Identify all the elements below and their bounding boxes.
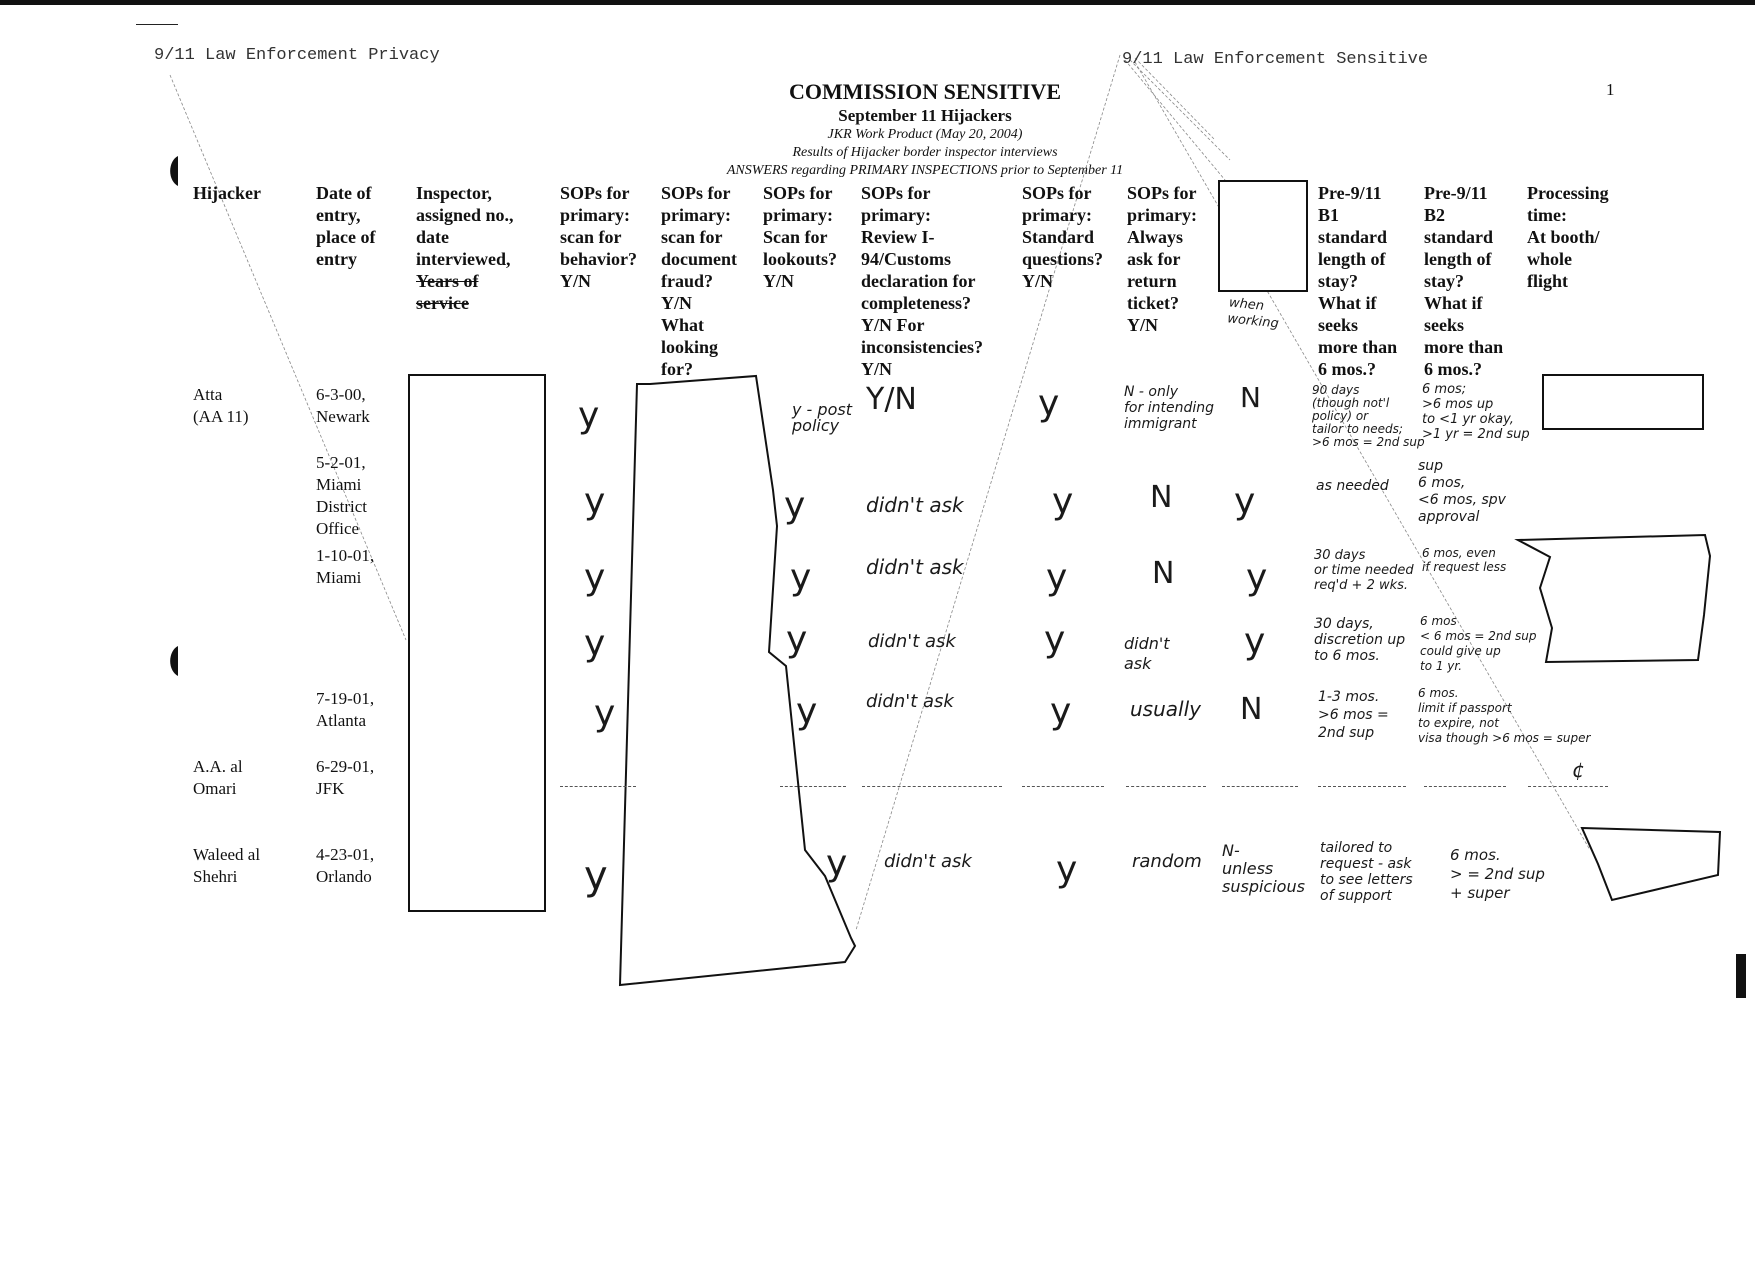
title-sub: September 11 Hijackers [838, 106, 1012, 125]
redaction-inspector-column [408, 374, 546, 912]
row-3-standard: y [1046, 557, 1068, 598]
row-5-return: usually [1130, 697, 1201, 721]
row-7-col-blank: N- unless suspicious [1222, 841, 1305, 896]
row-4-return: didn't ask [1124, 634, 1170, 673]
row-2-col-blank: y [1234, 481, 1256, 522]
row-1-col-blank: N [1240, 381, 1261, 414]
page-number: 1 [1606, 80, 1615, 99]
row-1-return: N - only for intending immigrant [1124, 384, 1214, 432]
title-work-product: JKR Work Product (May 20, 2004) [827, 127, 1023, 142]
row-6-dash-behavior [560, 786, 636, 787]
row-2-behavior: y [584, 481, 606, 522]
redaction-processing-bottom [1582, 828, 1720, 900]
row-6-dash-blank [1222, 786, 1298, 787]
row-4-b1: 30 days, discretion up to 6 mos. [1314, 616, 1406, 664]
row-4-b2: 6 mos < 6 mos = 2nd sup could give up to 1 yr. [1420, 614, 1537, 673]
redaction-processing-mid [1518, 535, 1710, 662]
row-6-dash-b2 [1424, 786, 1506, 787]
title-results: Results of Hijacker border inspector interviews [792, 145, 1058, 160]
row-6-dash-b1 [1318, 786, 1406, 787]
header-date: Date of entry, place of entry [316, 183, 376, 269]
row-7-date: 4-23-01, Orlando [316, 845, 375, 886]
row-6-hijacker: A.A. al Omari [193, 757, 243, 798]
row-3-return: N [1152, 556, 1175, 591]
header-return: SOPs for primary: Always ask for return ticket? Y/N [1127, 183, 1197, 335]
row-4-standard: y [1044, 619, 1066, 660]
row-6-mark: ¢ [1572, 758, 1585, 782]
header-b2: Pre-9/11 B2 standard length of stay? What if seeks more than 6 mos.? [1424, 183, 1504, 379]
row-6-dash-review [862, 786, 1002, 787]
header-blank-note: when working [1226, 295, 1280, 332]
header-processing: Processing time: At booth/ whole flight [1527, 183, 1609, 291]
row-6-dash-return [1126, 786, 1206, 787]
row-5-date: 7-19-01, Atlanta [316, 689, 375, 730]
row-4-behavior: y [584, 623, 606, 664]
row-3-lookouts: y [790, 557, 812, 598]
row-1-behavior: y [578, 395, 600, 436]
marking-privacy: 9/11 Law Enforcement Privacy [154, 46, 440, 65]
marking-sensitive: 9/11 Law Enforcement Sensitive [1122, 50, 1429, 69]
title-answers: ANSWERS regarding PRIMARY INSPECTIONS prior to September 11 [726, 163, 1124, 178]
row-4-col-blank: y [1244, 621, 1266, 662]
row-6-dash-processing [1528, 786, 1608, 787]
row-1-date: 6-3-00, Newark [316, 385, 370, 426]
row-7-review: didn't ask [884, 851, 972, 872]
row-3-col-blank: y [1246, 557, 1268, 598]
row-1-standard: y [1038, 383, 1060, 424]
row-7-behavior: y [584, 853, 608, 899]
row-2-standard: y [1052, 481, 1074, 522]
row-5-behavior: y [594, 693, 616, 734]
row-2-review: didn't ask [866, 493, 964, 517]
hole-punch-top [170, 156, 178, 186]
row-2-b2: sup 6 mos, <6 mos, spv approval [1418, 458, 1506, 525]
header-lookouts: SOPs for primary: Scan for lookouts? Y/N [763, 183, 838, 291]
scan-edge-mark [1736, 954, 1746, 998]
row-3-date: 1-10-01, Miami [316, 546, 375, 587]
row-4-lookouts: y [786, 619, 808, 660]
header-hijacker: Hijacker [193, 183, 261, 203]
title-main: COMMISSION SENSITIVE [788, 79, 1061, 104]
row-3-b1: 30 days or time needed req'd + 2 wks. [1314, 548, 1414, 593]
row-2-b1: as needed [1316, 478, 1389, 494]
row-6-dash-lookouts [780, 786, 846, 787]
row-5-lookouts: y [796, 691, 818, 732]
row-2-return: N [1150, 480, 1173, 515]
row-7-standard: y [1056, 849, 1078, 890]
row-1-hijacker: Atta (AA 11) [193, 385, 249, 426]
header-standard: SOPs for primary: Standard questions? Y/N [1022, 183, 1104, 291]
header-fraud: SOPs for primary: scan for document fraud? Y/N What looking for? [661, 183, 737, 379]
row-7-b2: 6 mos. > = 2nd sup + super [1450, 846, 1545, 902]
row-2-lookouts: y [784, 485, 806, 526]
row-5-b2: 6 mos. limit if passport to expire, not visa though >6 mos = super [1418, 686, 1591, 745]
redaction-header-box [1218, 180, 1308, 292]
header-behavior: SOPs for primary: scan for behavior? Y/N [560, 183, 638, 291]
hole-punch-bottom [170, 646, 178, 676]
row-5-standard: y [1050, 691, 1072, 732]
header-inspector: Inspector, assigned no., date interviewed, [416, 183, 514, 269]
row-2-date: 5-2-01, Miami District Office [316, 453, 367, 538]
row-6-date: 6-29-01, JFK [316, 757, 375, 798]
row-5-b1: 1-3 mos. >6 mos = 2nd sup [1318, 689, 1389, 741]
title-block [600, 78, 1250, 180]
row-1-lookouts: y - post policy [792, 400, 852, 435]
row-5-col-blank: N [1240, 692, 1263, 727]
row-7-lookouts: y [826, 843, 848, 884]
row-4-review: didn't ask [868, 631, 956, 652]
row-1-b1: 90 days (though not'l policy) or tailor to needs; >6 mos = 2nd sup [1312, 383, 1425, 449]
row-1-review: Y/N [866, 382, 917, 417]
row-1-b2: 6 mos; >6 mos up to <1 yr okay, >1 yr = 2nd sup [1422, 382, 1530, 442]
header-inspector-struck: Years of service [416, 271, 479, 313]
header-b1: Pre-9/11 B1 standard length of stay? What if seeks more than 6 mos.? [1318, 183, 1398, 379]
row-3-behavior: y [584, 557, 606, 598]
row-6-dash-standard [1022, 786, 1104, 787]
header-review: SOPs for primary: Review I- 94/Customs declaration for completeness? Y/N For inconsistencies? Y/N [861, 183, 984, 379]
row-5-review: didn't ask [866, 691, 954, 712]
redaction-processing-top [1542, 374, 1704, 430]
row-3-b2: 6 mos, even if request less [1422, 546, 1507, 574]
row-7-return: random [1132, 851, 1202, 872]
row-7-b1: tailored to request - ask to see letters of support [1320, 840, 1413, 904]
header-inspector-cell [416, 182, 514, 314]
row-3-review: didn't ask [866, 555, 964, 579]
row-7-hijacker: Waleed al Shehri [193, 845, 261, 886]
redaction-fraud-column [620, 376, 855, 985]
